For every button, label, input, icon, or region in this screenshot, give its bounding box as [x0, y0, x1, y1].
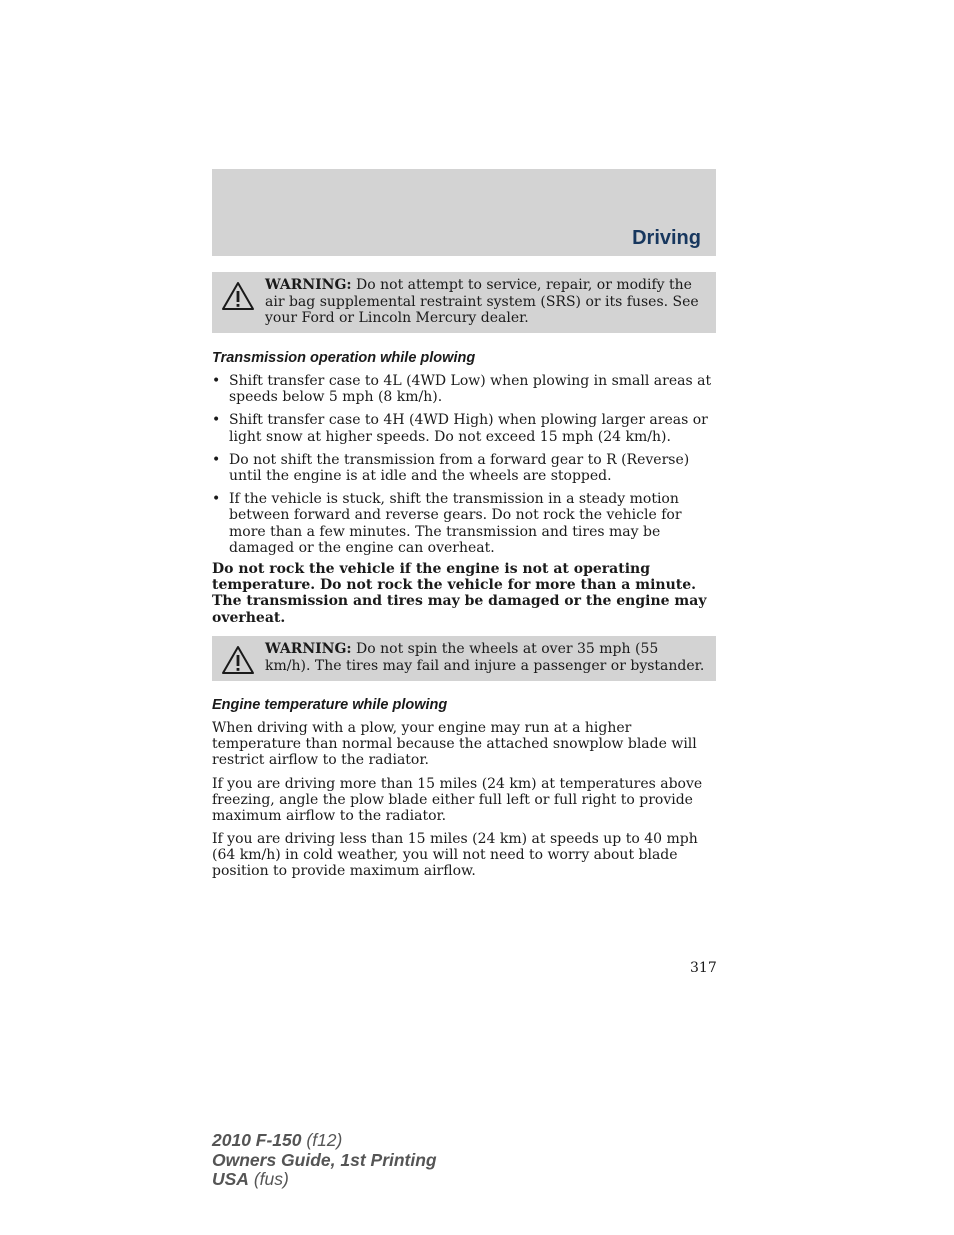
warning-label: WARNING: [265, 277, 352, 293]
footer-market-code: (fus) [248, 1169, 289, 1189]
warning-triangle-icon [221, 645, 255, 675]
body-paragraph: If you are driving less than 15 miles (24 km) at speeds up to 40 mph (64 km/h) in cold weather, you will not need to worry about blade position to provide maximum airflow. [212, 831, 698, 880]
section-heading-engine-temperature: Engine temperature while plowing [212, 697, 448, 713]
list-item: • If the vehicle is stuck, shift the transmission in a steady motion between forward and reverse gears. Do not rock the vehicle for more than a few minutes. The transmission and tires may be damaged or the engine can overheat. [212, 491, 682, 556]
chapter-header-band [212, 169, 716, 256]
footer-model: 2010 F-150 [212, 1130, 302, 1150]
warning-text: Do not attempt to service, repair, or modify the air bag supplemental restraint system (SRS) or its fuses. See your Ford or Lincoln Mercury dealer. [265, 277, 699, 326]
warning-text: Do not spin the wheels at over 35 mph (55 km/h). The tires may fail and injure a passenger or bystander. [265, 641, 705, 674]
document-footer [212, 1131, 437, 1190]
section-heading-transmission: Transmission operation while plowing [212, 350, 476, 366]
warning-label: WARNING: [265, 641, 352, 657]
list-item: • Shift transfer case to 4H (4WD High) when plowing larger areas or light snow at higher speeds. Do not exceed 15 mph (24 km/h). [212, 412, 708, 445]
body-paragraph: If you are driving more than 15 miles (24 km) at temperatures above freezing, angle the plow blade either full left or full right to provide maximum airflow to the radiator. [212, 776, 703, 825]
warning-box-wheel-spin [212, 636, 716, 681]
body-paragraph: When driving with a plow, your engine may run at a higher temperature than normal because the attached snowplow blade will restrict airflow to the radiator. [212, 720, 697, 769]
page-number: 317 [690, 960, 717, 976]
footer-model-code: (f12) [301, 1130, 343, 1150]
warning-box-airbag [212, 272, 716, 333]
chapter-title: Driving [632, 227, 701, 249]
list-item: • Shift transfer case to 4L (4WD Low) when plowing in small areas at speeds below 5 mph (8 km/h). [212, 373, 712, 406]
warning-triangle-icon [221, 281, 255, 311]
footer-market: USA [212, 1169, 249, 1189]
bold-caution-note: Do not rock the vehicle if the engine is not at operating temperature. Do not rock the vehicle for more than a minute. The transmission and tires may be damaged or the engine may overheat. [212, 561, 707, 626]
footer-edition: Owners Guide, 1st Printing [212, 1149, 437, 1170]
list-item: • Do not shift the transmission from a forward gear to R (Reverse) until the engine is at idle and the wheels are stopped. [212, 451, 690, 485]
transmission-bullet-list [212, 373, 716, 563]
